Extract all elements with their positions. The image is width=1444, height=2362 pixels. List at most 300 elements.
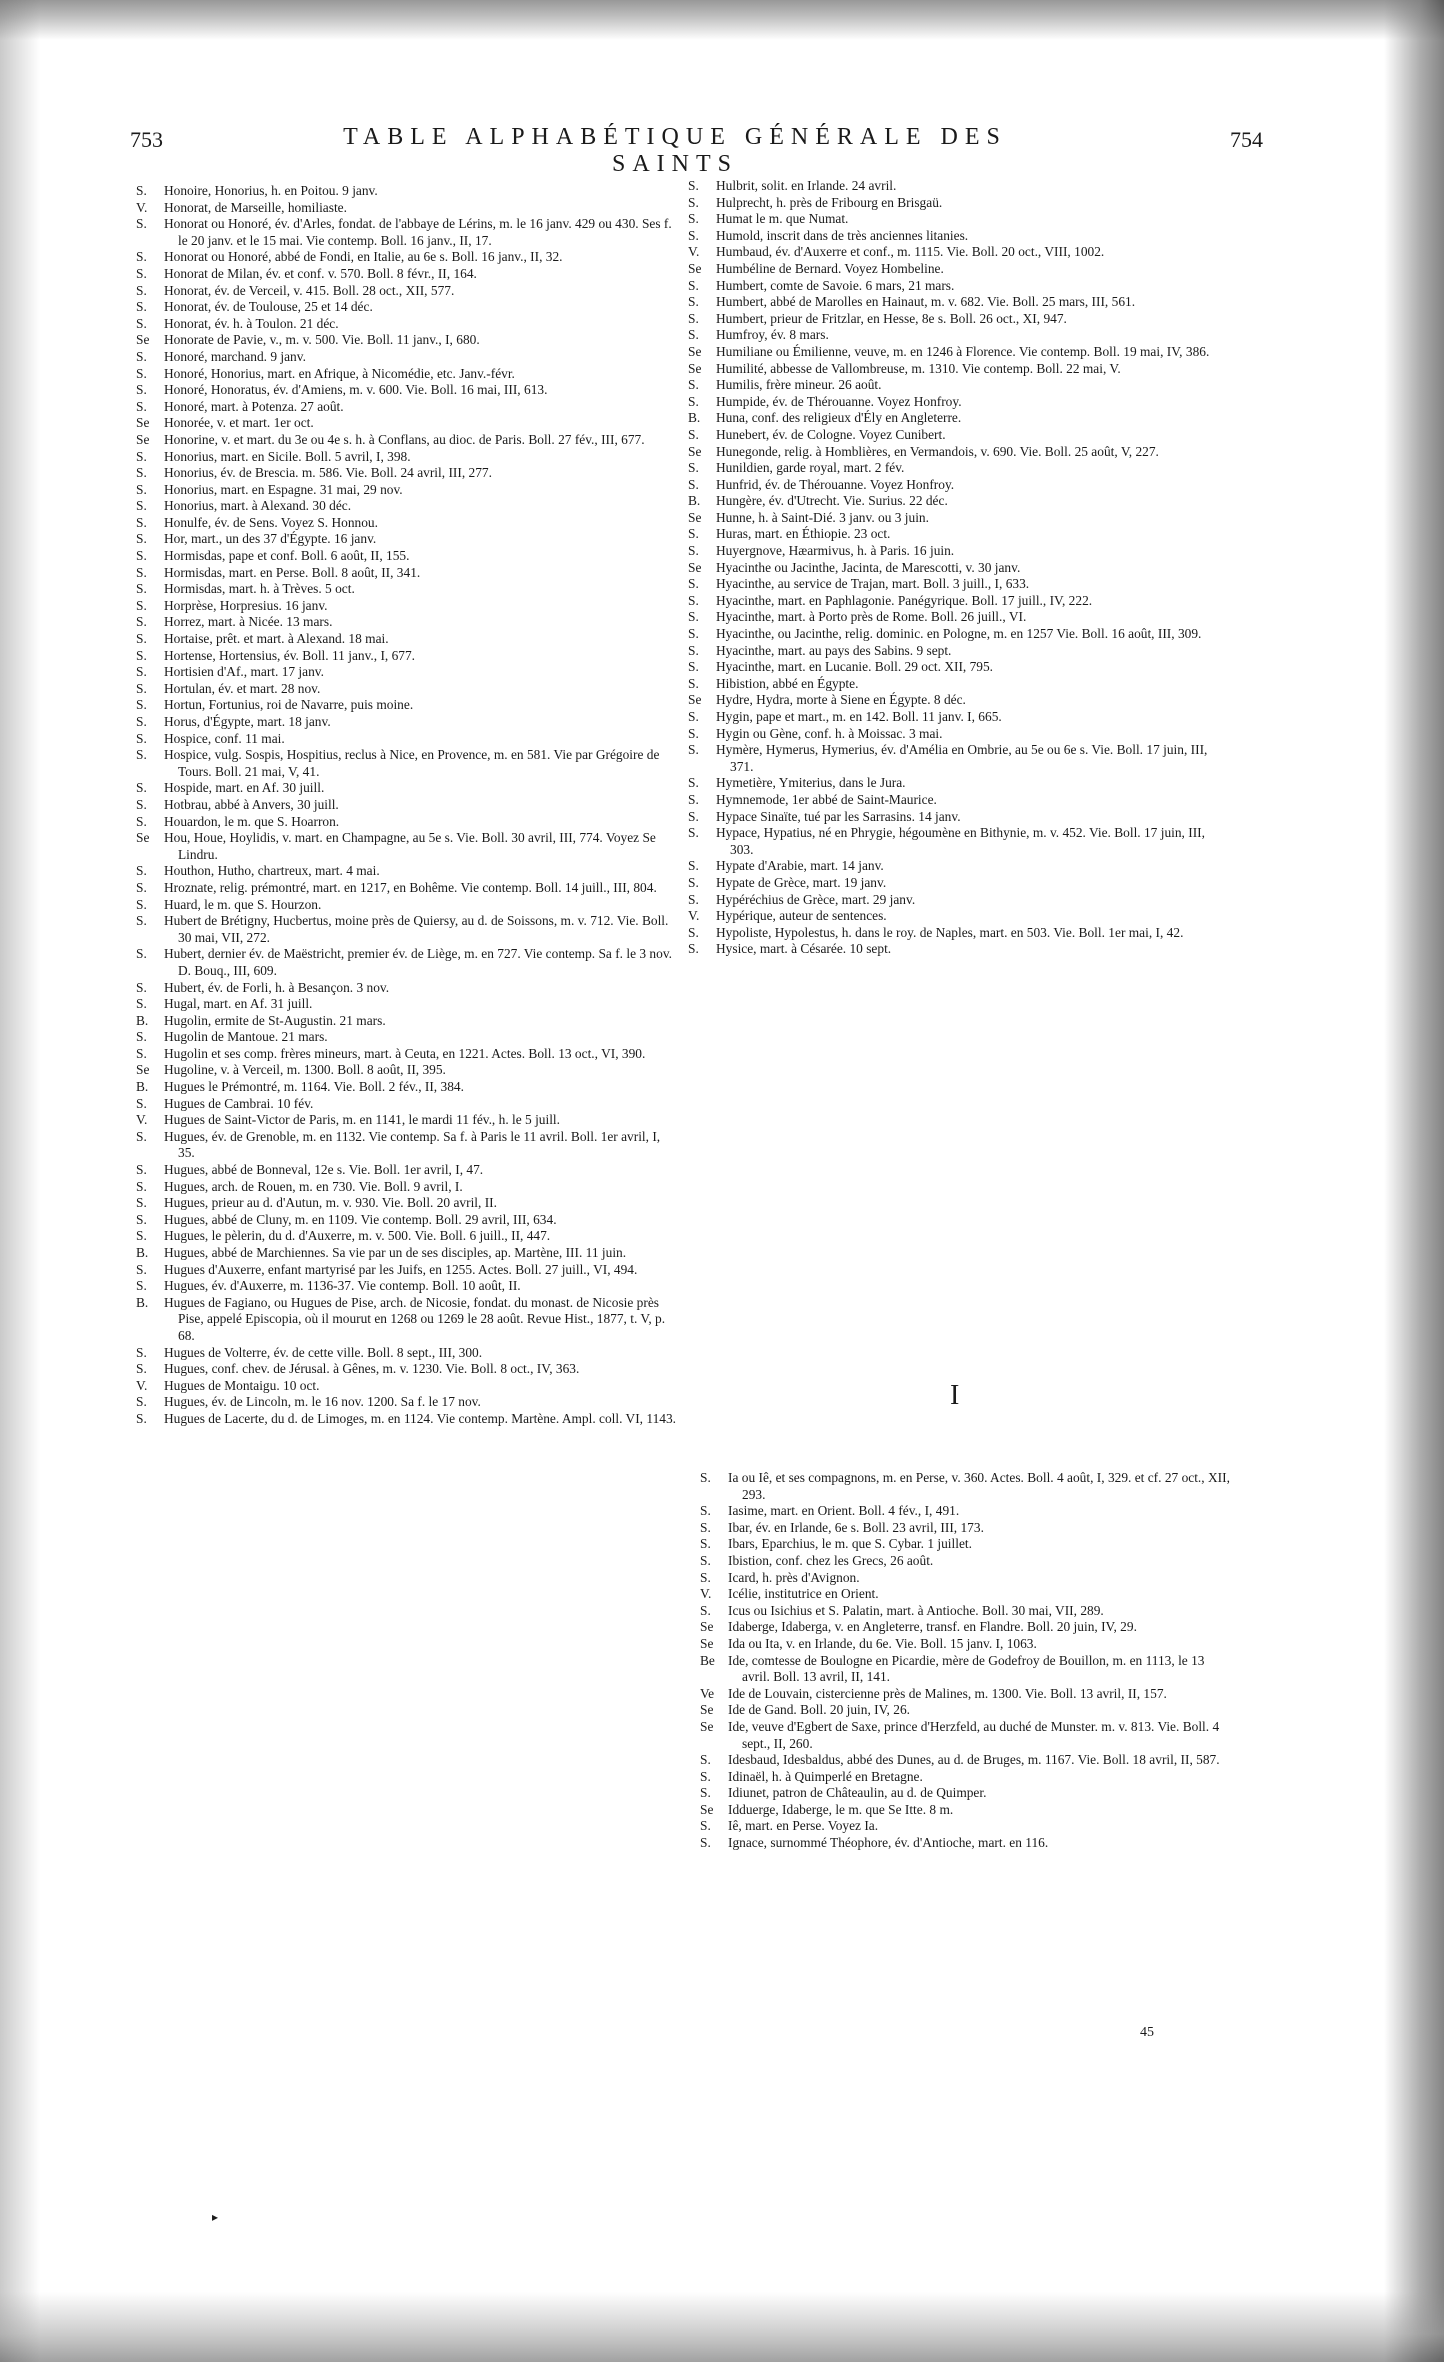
index-entry — [136, 1345, 676, 1362]
entry-marker: S. — [136, 664, 147, 680]
entry-marker: S. — [688, 294, 699, 310]
entry-text: Ignace, surnommé Théophore, év. d'Antioche, mart. en 116. — [728, 1835, 1049, 1851]
margin-mark: ▸ — [212, 2210, 219, 2224]
index-entry — [136, 1228, 676, 1245]
index-entry — [688, 576, 1228, 593]
entry-text: Honorius, mart. en Espagne. 31 mai, 29 nov. — [164, 481, 403, 497]
index-entry — [136, 432, 676, 449]
index-entry — [136, 631, 676, 648]
entry-text: Hypoliste, Hypolestus, h. dans le roy. de Naples, mart. en 503. Vie. Boll. 1er mai, I, 42. — [716, 924, 1184, 940]
entry-marker: S. — [136, 448, 147, 464]
index-entry — [688, 941, 1228, 958]
index-entry — [136, 1046, 676, 1063]
entry-marker: S. — [136, 879, 147, 895]
entry-marker: S. — [136, 1278, 147, 1294]
entry-text: Hugues d'Auxerre, enfant martyrisé par les Juifs, en 1255. Actes. Boll. 27 juill., VI, 494. — [164, 1261, 638, 1277]
index-entry — [688, 593, 1228, 610]
entry-text: Hugues de Cambrai. 10 fév. — [164, 1095, 314, 1111]
index-entry — [136, 1179, 676, 1196]
entry-text: Hyacinthe, mart. en Paphlagonie. Panégyrique. Boll. 17 juill., IV, 222. — [716, 592, 1093, 608]
entry-marker: V. — [688, 244, 700, 260]
entry-marker: S. — [136, 597, 147, 613]
entry-text: Humold, inscrit dans de très anciennes litanies. — [716, 227, 969, 243]
entry-text: Hortulan, év. et mart. 28 nov. — [164, 680, 321, 696]
entry-marker: S. — [700, 1519, 711, 1535]
index-entry — [136, 449, 676, 466]
entry-marker: Ve — [700, 1685, 715, 1701]
index-entry — [688, 410, 1228, 427]
index-entry — [700, 1752, 1230, 1769]
entry-marker: V. — [700, 1586, 712, 1602]
index-entry — [688, 875, 1228, 892]
entry-text: Hypérique, auteur de sentences. — [716, 908, 887, 924]
entry-marker: S. — [688, 543, 699, 559]
entry-marker: S. — [688, 277, 699, 293]
entry-marker: S. — [136, 780, 147, 796]
entry-text: Hunildien, garde royal, mart. 2 fév. — [716, 460, 905, 476]
index-entry — [700, 1619, 1230, 1636]
index-entry — [136, 283, 676, 300]
entry-marker: Se — [700, 1718, 714, 1734]
index-entry — [136, 332, 676, 349]
entry-text: Honorat ou Honoré, év. d'Arles, fondat. de l'abbaye de Lérins, m. le 16 janv. 429 ou 430. Ses f. le 20 janv. et le 15 mai. Vie contemp. Boll. 16 janv., II, 17. — [164, 216, 672, 248]
entry-text: Idinaël, h. à Quimperlé en Bretagne. — [728, 1768, 923, 1784]
entry-marker: S. — [700, 1602, 711, 1618]
index-entry — [700, 1553, 1230, 1570]
entry-marker: S. — [136, 481, 147, 497]
entry-marker: S. — [136, 1410, 147, 1426]
index-entry — [136, 1129, 676, 1162]
index-entry — [700, 1603, 1230, 1620]
entry-marker: S. — [688, 941, 699, 957]
index-entry — [688, 609, 1228, 626]
entry-marker: S. — [136, 382, 147, 398]
entry-marker: S. — [688, 775, 699, 791]
entry-text: Hormisdas, mart. en Perse. Boll. 8 août, II, 341. — [164, 564, 421, 580]
entry-text: Icélie, institutrice en Orient. — [728, 1586, 879, 1602]
entry-text: Hotbrau, abbé à Anvers, 30 juill. — [164, 796, 339, 812]
entry-marker: S. — [136, 531, 147, 547]
entry-marker: S. — [700, 1818, 711, 1834]
index-entry — [136, 830, 676, 863]
index-entry — [688, 543, 1228, 560]
entry-marker: B. — [136, 1245, 149, 1260]
index-entry — [136, 482, 676, 499]
index-entry — [136, 1112, 676, 1129]
index-entry — [136, 498, 676, 515]
entry-text: Humilité, abbesse de Vallombreuse, m. 1310. Vie contemp. Boll. 22 mai, V. — [716, 360, 1121, 376]
entry-text: Hypate de Grèce, mart. 19 janv. — [716, 874, 887, 890]
entry-text: Hugues le Prémontré, m. 1164. Vie. Boll. 2 fév., II, 384. — [164, 1079, 464, 1095]
entry-text: Hormisdas, pape et conf. Boll. 6 août, II, 155. — [164, 548, 410, 564]
entry-text: Hugues de Saint-Victor de Paris, m. en 1141, le mardi 11 fév., h. le 5 juill. — [164, 1112, 560, 1128]
entry-marker: S. — [688, 178, 699, 193]
entry-marker: S. — [700, 1552, 711, 1568]
entry-text: Hortense, Hortensius, év. Boll. 11 janv., I, 677. — [164, 647, 416, 663]
index-entry — [688, 792, 1228, 809]
entry-marker: S. — [136, 813, 147, 829]
index-entry — [688, 908, 1228, 925]
index-entry — [136, 1262, 676, 1279]
entry-text: Hyacinthe, ou Jacinthe, relig. dominic. en Pologne, m. en 1257 Vie. Boll. 16 août, III, 309. — [716, 626, 1202, 642]
entry-marker: S. — [688, 310, 699, 326]
entry-marker: Se — [688, 360, 702, 376]
index-entry — [136, 565, 676, 582]
index-entry — [136, 1195, 676, 1212]
entry-marker: S. — [688, 791, 699, 807]
entry-marker: S. — [700, 1536, 711, 1552]
index-entry — [688, 892, 1228, 909]
index-entry — [688, 560, 1228, 577]
entry-text: Hugues, abbé de Bonneval, 12e s. Vie. Boll. 1er avril, I, 47. — [164, 1162, 484, 1178]
index-entry — [136, 1378, 676, 1395]
index-entry — [688, 228, 1228, 245]
entry-text: Ide de Louvain, cistercienne près de Malines, m. 1300. Vie. Boll. 13 avril, II, 157. — [728, 1685, 1167, 1701]
entry-text: Horrez, mart. à Nicée. 13 mars. — [164, 614, 333, 630]
entry-text: Iasime, mart. en Orient. Boll. 4 fév., I, 491. — [728, 1503, 960, 1519]
entry-text: Iê, mart. en Perse. Voyez Ia. — [728, 1818, 879, 1834]
entry-marker: S. — [688, 327, 699, 343]
entry-text: Hugues, abbé de Cluny, m. en 1109. Vie contemp. Boll. 29 avril, III, 634. — [164, 1211, 557, 1227]
index-entry — [136, 1162, 676, 1179]
entry-text: Horprèse, Horpresius. 16 janv. — [164, 597, 328, 613]
entry-marker: S. — [136, 581, 147, 597]
entry-marker: Se — [688, 692, 702, 708]
entry-text: Hor, mart., un des 37 d'Égypte. 16 janv. — [164, 531, 377, 547]
index-entry — [700, 1785, 1230, 1802]
index-entry — [136, 249, 676, 266]
index-entry — [688, 377, 1228, 394]
index-entry — [700, 1769, 1230, 1786]
entry-marker: S. — [136, 465, 147, 481]
entry-marker: Se — [136, 415, 150, 431]
entry-marker: Se — [136, 431, 150, 447]
entry-text: Honoré, Honoratus, év. d'Amiens, m. v. 600. Vie. Boll. 16 mai, III, 613. — [164, 382, 548, 398]
entry-marker: S. — [688, 576, 699, 592]
signature-mark: 45 — [1140, 2025, 1154, 2040]
entry-text: Honoré, marchand. 9 janv. — [164, 348, 306, 364]
index-entry — [700, 1520, 1230, 1537]
scan-edge-top — [0, 0, 1444, 40]
entry-text: Ibars, Eparchius, le m. que S. Cybar. 1 juillet. — [728, 1536, 972, 1552]
entry-marker: S. — [136, 1211, 147, 1227]
entry-marker: S. — [136, 365, 147, 381]
entry-text: Hunne, h. à Saint-Dié. 3 janv. ou 3 juin. — [716, 509, 929, 525]
index-entry — [136, 913, 676, 946]
entry-marker: Se — [700, 1702, 714, 1718]
entry-marker: S. — [136, 896, 147, 912]
index-entry — [136, 366, 676, 383]
entry-text: Ide de Gand. Boll. 20 juin, IV, 26. — [728, 1702, 910, 1718]
entry-text: Huras, mart. en Éthiopie. 23 oct. — [716, 526, 891, 542]
entry-text: Humfroy, év. 8 mars. — [716, 327, 829, 343]
entry-marker: S. — [688, 460, 699, 476]
index-entry — [688, 858, 1228, 875]
entry-text: Hugues de Fagiano, ou Hugues de Pise, arch. de Nicosie, fondat. du monast. de Nicosie près Pise, appelé Episcopia, où il mourut en 1268 ou 1269 le 28 août. Revue Hist., 1877, t. V, p. 68. — [164, 1294, 666, 1343]
index-entry — [688, 643, 1228, 660]
entry-marker: S. — [136, 498, 147, 514]
entry-marker: B. — [136, 1079, 149, 1095]
index-entry — [700, 1653, 1230, 1686]
entry-text: Honorius, mart. en Sicile. Boll. 5 avril, I, 398. — [164, 448, 411, 464]
entry-marker: S. — [136, 979, 147, 995]
entry-text: Honoré, Honorius, mart. en Afrique, à Nicomédie, etc. Janv.-févr. — [164, 365, 515, 381]
index-entry — [136, 1394, 676, 1411]
index-entry — [136, 548, 676, 565]
entry-marker: S. — [688, 476, 699, 492]
index-entry — [700, 1818, 1230, 1835]
entry-marker: S. — [136, 1394, 147, 1410]
index-entry — [688, 444, 1228, 461]
entry-text: Ide, comtesse de Boulogne en Picardie, mère de Godefroy de Bouillon, m. en 1113, le 13 avril. Boll. 13 avril, II, 141. — [728, 1652, 1205, 1685]
entry-marker: B. — [136, 1012, 149, 1028]
entry-marker: Se — [688, 260, 702, 276]
entry-text: Hydre, Hydra, morte à Siene en Égypte. 8 déc. — [716, 692, 966, 708]
entry-text: Honulfe, év. de Sens. Voyez S. Honnou. — [164, 514, 378, 530]
entry-text: Hugoline, v. à Verceil, m. 1300. Boll. 8 août, II, 395. — [164, 1062, 446, 1078]
entry-text: Ia ou Iê, et ses compagnons, m. en Perse, v. 360. Actes. Boll. 4 août, I, 329. et cf. 27 oct., XII, 293. — [728, 1470, 1230, 1502]
entry-text: Hugues, év. de Grenoble, m. en 1132. Vie contemp. Sa f. à Paris le 11 avril. Boll. 1er avril, I, 35. — [164, 1128, 661, 1161]
entry-marker: S. — [688, 858, 699, 874]
entry-marker: S. — [136, 647, 147, 663]
entry-text: Honorat ou Honoré, abbé de Fondi, en Italie, au 6e s. Boll. 16 janv., II, 32. — [164, 249, 563, 265]
entry-marker: S. — [136, 1128, 147, 1144]
entry-marker: Se — [136, 1062, 150, 1078]
entry-marker: S. — [688, 609, 699, 625]
entry-marker: S. — [688, 194, 699, 210]
index-entry — [688, 460, 1228, 477]
entry-marker: S. — [136, 996, 147, 1012]
entry-marker: S. — [688, 725, 699, 741]
entry-marker: S. — [688, 742, 699, 758]
scan-edge-left — [0, 0, 40, 2362]
index-entry — [688, 477, 1228, 494]
entry-marker: S. — [688, 825, 699, 841]
entry-text: Honoré, mart. à Potenza. 27 août. — [164, 398, 344, 414]
index-entry — [136, 648, 676, 665]
index-entry — [688, 825, 1228, 858]
entry-marker: S. — [136, 1162, 147, 1178]
entry-marker: S. — [136, 1045, 147, 1061]
entry-marker: S. — [700, 1785, 711, 1801]
index-entry — [136, 1013, 676, 1030]
entry-marker: S. — [700, 1569, 711, 1585]
entry-text: Ida ou Ita, v. en Irlande, du 6e. Vie. Boll. 15 janv. I, 1063. — [728, 1635, 1037, 1651]
entry-text: Huyergnove, Hæarmivus, h. à Paris. 16 juin. — [716, 543, 955, 559]
entry-text: Horus, d'Égypte, mart. 18 janv. — [164, 714, 331, 729]
entry-marker: S. — [136, 863, 147, 879]
entry-text: Hygin, pape et mart., m. en 142. Boll. 11 janv. I, 665. — [716, 709, 1002, 724]
index-entry — [136, 814, 676, 831]
entry-text: Humat le m. que Numat. — [716, 211, 849, 227]
index-entry — [136, 897, 676, 914]
entry-text: Ibar, év. en Irlande, 6e s. Boll. 23 avril, III, 173. — [728, 1519, 984, 1535]
entry-text: Humbaud, év. d'Auxerre et conf., m. 1115. Vie. Boll. 20 oct., VIII, 1002. — [716, 244, 1105, 260]
entry-text: Hubert, év. de Forli, h. à Besançon. 3 nov. — [164, 979, 390, 995]
entry-text: Hortisien d'Af., mart. 17 janv. — [164, 664, 324, 680]
entry-text: Humbert, comte de Savoie. 6 mars, 21 mars. — [716, 277, 955, 293]
entry-text: Hospice, conf. 11 mai. — [164, 730, 285, 746]
entry-text: Humbéline de Bernard. Voyez Hombeline. — [716, 260, 944, 276]
index-entry — [688, 692, 1228, 709]
entry-text: Hysice, mart. à Césarée. 10 sept. — [716, 941, 892, 957]
index-entry — [688, 195, 1228, 212]
entry-text: Hugal, mart. en Af. 31 juill. — [164, 996, 313, 1012]
entry-marker: S. — [688, 924, 699, 940]
scan-edge-right — [1384, 0, 1444, 2362]
entry-text: Honoire, Honorius, h. en Poitou. 9 janv. — [164, 183, 378, 198]
index-entry — [136, 1212, 676, 1229]
index-entry — [688, 211, 1228, 228]
entry-marker: S. — [136, 183, 147, 198]
right-column — [688, 178, 1228, 958]
index-entry — [700, 1835, 1230, 1852]
entry-text: Honorat, év. de Verceil, v. 415. Boll. 28 oct., XII, 577. — [164, 282, 455, 298]
entry-text: Hyacinthe, mart. en Lucanie. Boll. 29 oct. XII, 795. — [716, 659, 994, 675]
entry-text: Hugues de Lacerte, du d. de Limoges, m. en 1124. Vie contemp. Martène. Ampl. coll. VI, 1143. — [164, 1410, 677, 1426]
entry-text: Huard, le m. que S. Hourzon. — [164, 896, 322, 912]
entry-text: Hymère, Hymerus, Hymerius, év. d'Amélia en Ombrie, au 5e ou 6e s. Vie. Boll. 17 juin, III, 371. — [716, 742, 1208, 774]
entry-text: Hugues, arch. de Rouen, m. en 730. Vie. Boll. 9 avril, I. — [164, 1178, 463, 1194]
index-entry — [688, 278, 1228, 295]
entry-marker: S. — [688, 211, 699, 227]
entry-marker: V. — [136, 199, 148, 215]
entry-text: Honorius, év. de Brescia. m. 586. Vie. Boll. 24 avril, III, 277. — [164, 465, 492, 481]
entry-marker: S. — [136, 265, 147, 281]
entry-text: Hyacinthe, mart. au pays des Sabins. 9 sept. — [716, 642, 952, 658]
index-entry — [700, 1470, 1230, 1503]
entry-text: Hymetière, Ymiterius, dans le Jura. — [716, 775, 906, 791]
index-entry — [136, 980, 676, 997]
entry-marker: S. — [688, 659, 699, 675]
index-entry — [688, 626, 1228, 643]
entry-marker: V. — [136, 1112, 148, 1128]
entry-marker: S. — [136, 1195, 147, 1211]
index-entry — [136, 1096, 676, 1113]
entry-text: Hugues, conf. chev. de Jérusal. à Gênes, m. v. 1230. Vie. Boll. 8 oct., IV, 363. — [164, 1361, 580, 1377]
entry-text: Hugues, prieur au d. d'Autun, m. v. 930. Vie. Boll. 20 avril, II. — [164, 1195, 497, 1211]
index-entry — [136, 1029, 676, 1046]
entry-marker: Se — [136, 332, 150, 348]
entry-marker: S. — [136, 1361, 147, 1377]
index-entry — [688, 659, 1228, 676]
entry-text: Hypate d'Arabie, mart. 14 janv. — [716, 858, 884, 874]
entry-marker: B. — [688, 493, 701, 509]
entry-marker: S. — [136, 747, 147, 763]
index-entry — [688, 311, 1228, 328]
entry-marker: B. — [136, 1294, 149, 1310]
index-entry — [136, 1411, 676, 1428]
index-entry — [688, 493, 1228, 510]
entry-text: Honorat, év. h. à Toulon. 21 déc. — [164, 315, 339, 331]
index-entry — [700, 1686, 1230, 1703]
index-entry — [688, 178, 1228, 195]
index-entry — [136, 316, 676, 333]
index-entry — [688, 510, 1228, 527]
entry-text: Hulprecht, h. près de Fribourg en Brisgaü. — [716, 194, 943, 210]
index-entry — [688, 676, 1228, 693]
index-entry — [136, 531, 676, 548]
entry-marker: S. — [688, 626, 699, 642]
index-entry — [136, 598, 676, 615]
entry-marker: S. — [136, 315, 147, 331]
entry-text: Humbert, prieur de Fritzlar, en Hesse, 8e s. Boll. 26 oct., XI, 947. — [716, 310, 1067, 326]
entry-text: Hypace, Hypatius, né en Phrygie, hégoumène en Bithynie, m. v. 452. Vie. Boll. 17 juin, III, 303. — [716, 825, 1205, 857]
entry-marker: Se — [688, 343, 702, 359]
entry-text: Hygin ou Gène, conf. h. à Moissac. 3 mai. — [716, 725, 943, 741]
entry-text: Huna, conf. des religieux d'Ély en Angleterre. — [716, 410, 962, 426]
index-entry — [136, 780, 676, 797]
index-entry — [136, 399, 676, 416]
entry-text: Honorat, év. de Toulouse, 25 et 14 déc. — [164, 299, 373, 315]
index-entry — [700, 1702, 1230, 1719]
entry-marker: Se — [688, 509, 702, 525]
entry-marker: S. — [688, 808, 699, 824]
entry-marker: S. — [136, 548, 147, 564]
index-entry — [136, 946, 676, 979]
index-entry — [688, 261, 1228, 278]
entry-text: Hroznate, relig. prémontré, mart. en 1217, en Bohême. Vie contemp. Boll. 14 juill., III, 804. — [164, 879, 657, 895]
index-entry — [688, 775, 1228, 792]
index-entry — [136, 747, 676, 780]
index-entry — [136, 797, 676, 814]
left-column — [136, 183, 676, 1428]
entry-marker: S. — [136, 913, 147, 929]
entry-marker: S. — [136, 714, 147, 729]
entry-text: Hugues de Volterre, év. de cette ville. Boll. 8 sept., III, 300. — [164, 1344, 483, 1360]
entry-marker: S. — [136, 1228, 147, 1244]
index-entry — [688, 244, 1228, 261]
entry-marker: S. — [136, 1178, 147, 1194]
entry-text: Hubert, dernier év. de Maëstricht, premier év. de Liège, m. en 727. Vie contemp. Sa f. le 3 nov. D. Bouq., III, 609. — [164, 946, 672, 978]
index-entry — [136, 1278, 676, 1295]
index-entry — [688, 361, 1228, 378]
entry-marker: S. — [136, 614, 147, 630]
entry-text: Humpide, év. de Thérouanne. Voyez Honfroy. — [716, 393, 962, 409]
entry-marker: S. — [688, 526, 699, 542]
index-entry — [688, 327, 1228, 344]
index-entry — [136, 880, 676, 897]
entry-text: Idiunet, patron de Châteaulin, au d. de Quimper. — [728, 1785, 987, 1801]
index-entry — [136, 1295, 676, 1345]
entry-marker: S. — [700, 1768, 711, 1784]
entry-text: Honorine, v. et mart. du 3e ou 4e s. h. à Conflans, au dioc. de Paris. Boll. 27 fév., III, 677. — [164, 431, 645, 447]
index-entry — [136, 465, 676, 482]
entry-text: Idaberge, Idaberga, v. en Angleterre, transf. en Flandre. Boll. 20 juin, IV, 29. — [728, 1619, 1137, 1635]
entry-text: Hospice, vulg. Sospis, Hospitius, reclus à Nice, en Provence, m. en 581. Vie par Grégoire de Tours. Boll. 21 mai, V, 41. — [164, 747, 660, 779]
entry-text: Hugues, év. d'Auxerre, m. 1136-37. Vie contemp. Boll. 10 août, II. — [164, 1278, 521, 1294]
page-number-right: 754 — [1230, 127, 1263, 152]
entry-marker: S. — [136, 299, 147, 315]
entry-marker: B. — [688, 410, 701, 426]
entry-text: Hugues, év. de Lincoln, m. le 16 nov. 1200. Sa f. le 17 nov. — [164, 1394, 481, 1410]
entry-text: Humiliane ou Émilienne, veuve, m. en 1246 à Florence. Vie contemp. Boll. 19 mai, IV, 386. — [716, 343, 1210, 359]
entry-text: Humilis, frère mineur. 26 août. — [716, 377, 882, 393]
index-entry — [136, 299, 676, 316]
entry-marker: S. — [136, 1261, 147, 1277]
entry-text: Hibistion, abbé en Égypte. — [716, 675, 859, 691]
entry-marker: S. — [688, 874, 699, 890]
entry-text: Hunegonde, relig. à Homblières, en Vermandois, v. 690. Vie. Boll. 25 août, V, 227. — [716, 443, 1159, 459]
entry-text: Hospide, mart. en Af. 30 juill. — [164, 780, 325, 796]
index-entry — [136, 681, 676, 698]
entry-marker: S. — [688, 227, 699, 243]
entry-marker: S. — [700, 1835, 711, 1851]
index-entry — [688, 427, 1228, 444]
index-entry — [688, 925, 1228, 942]
entry-text: Honorate de Pavie, v., m. v. 500. Vie. Boll. 11 janv., I, 680. — [164, 332, 480, 348]
index-entry — [688, 344, 1228, 361]
